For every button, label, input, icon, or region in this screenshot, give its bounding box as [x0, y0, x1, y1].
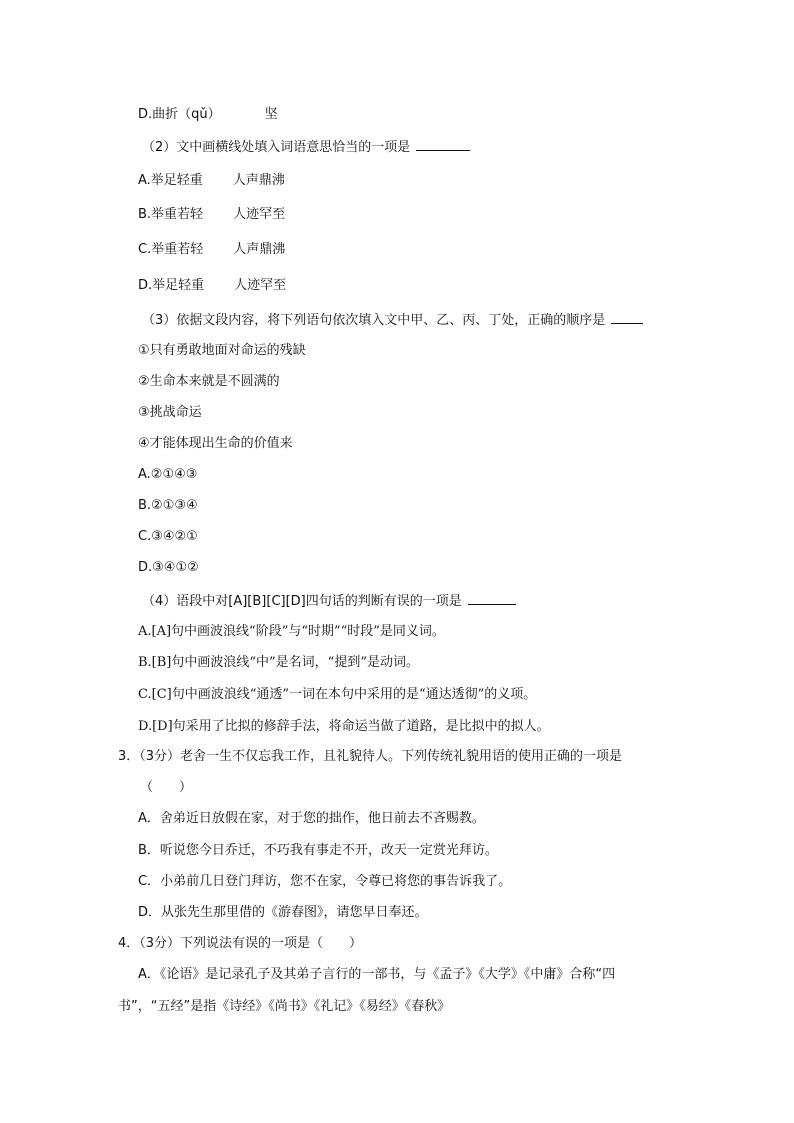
sub4-option-a: A.[A]句中画波浪线“阶段”与“时期”“时段”是同义词。: [138, 624, 445, 639]
sub3-sentence-2: ②生命本来就是不圆满的: [138, 374, 280, 389]
option-d-prev: [138, 106, 278, 124]
option-word: 人迹罕至: [234, 278, 287, 293]
sub3-sentence-3: ③挑战命运: [138, 405, 202, 420]
option-word: 人迹罕至: [233, 207, 286, 222]
option-label: A.举足轻重: [138, 173, 203, 188]
sub4-option-b: B.[B]句中画波浪线“中”是名词，“提到”是动词。: [138, 655, 419, 670]
answer-blank: [468, 592, 516, 605]
stem-text: （4）语段中对[A][B][C][D]四句话的判断有误的一项是: [142, 594, 462, 609]
option-label: C.举重若轻: [138, 242, 204, 257]
question-4-stem: 4．（3分）下列说法有误的一项是（ ）: [118, 936, 363, 951]
sub3-option-a: A.②①④③: [138, 467, 198, 482]
answer-blank: [611, 311, 643, 324]
option-word: 人声鼎沸: [233, 242, 286, 257]
q3-option-d: D．从张先生那里借的《游春图》，请您早日奉还。: [138, 905, 428, 920]
sub3-sentence-1: ①只有勇敢地面对命运的残缺: [138, 343, 306, 358]
answer-blank: [416, 138, 470, 151]
q4-option-a-line2: 书”，“五经”是指《诗经》《尚书》《礼记》《易经》《春秋》: [118, 999, 451, 1014]
subquestion-4-stem: [142, 592, 516, 610]
question-3-stem: 3．（3分）老舍一生不仅忘我工作，且礼貌待人。下列传统礼貌用语的使用正确的一项是: [118, 749, 623, 764]
option-label: D.举足轻重: [138, 278, 205, 293]
sub4-option-c: C.[C]句中画波浪线“通透”一词在本句中采用的是“通达透彻”的义项。: [138, 687, 537, 702]
q3-option-b: B．听说您今日乔迁，不巧我有事走不开，改天一定赏光拜访。: [138, 843, 498, 858]
sub2-option-b: [138, 206, 285, 224]
sub3-option-b: B.②①③④: [138, 498, 198, 513]
sub2-option-a: [138, 172, 285, 190]
question-3-paren: （ ）: [140, 780, 193, 795]
q3-option-a: A．舍弟近日放假在家，对于您的拙作，他日前去不吝赐教。: [138, 811, 485, 826]
subquestion-3-stem: [142, 311, 643, 329]
q4-option-a-line1: A．《论语》是记录孔子及其弟子言行的一部书，与《孟子》《大学》《中庸》合称“四: [138, 967, 616, 982]
stem-text: （2）文中画横线处填入词语意思恰当的一项是: [142, 140, 411, 155]
sub2-option-d: [138, 277, 286, 295]
sub3-sentence-4: ④才能体现出生命的价值来: [138, 436, 293, 451]
stem-text: （3）依据文段内容，将下列语句依次填入文中甲、乙、丙、丁处，正确的顺序是: [142, 313, 606, 328]
option-word: 人声鼎沸: [232, 173, 285, 188]
q3-option-c: C．小弟前几日登门拜访，您不在家，令尊已将您的事告诉我了。: [138, 874, 512, 889]
sub2-option-c: [138, 241, 285, 259]
option-label: D.曲折（qǔ）: [138, 107, 221, 122]
subquestion-2-stem: [142, 138, 470, 156]
option-word: 坚: [264, 107, 278, 122]
sub3-option-c: C.③④②①: [138, 529, 198, 544]
option-label: B.举重若轻: [138, 207, 204, 222]
sub3-option-d: D.③④①②: [138, 560, 199, 575]
sub4-option-d: D.[D]句采用了比拟的修辞手法，将命运当做了道路，是比拟中的拟人。: [138, 719, 550, 734]
